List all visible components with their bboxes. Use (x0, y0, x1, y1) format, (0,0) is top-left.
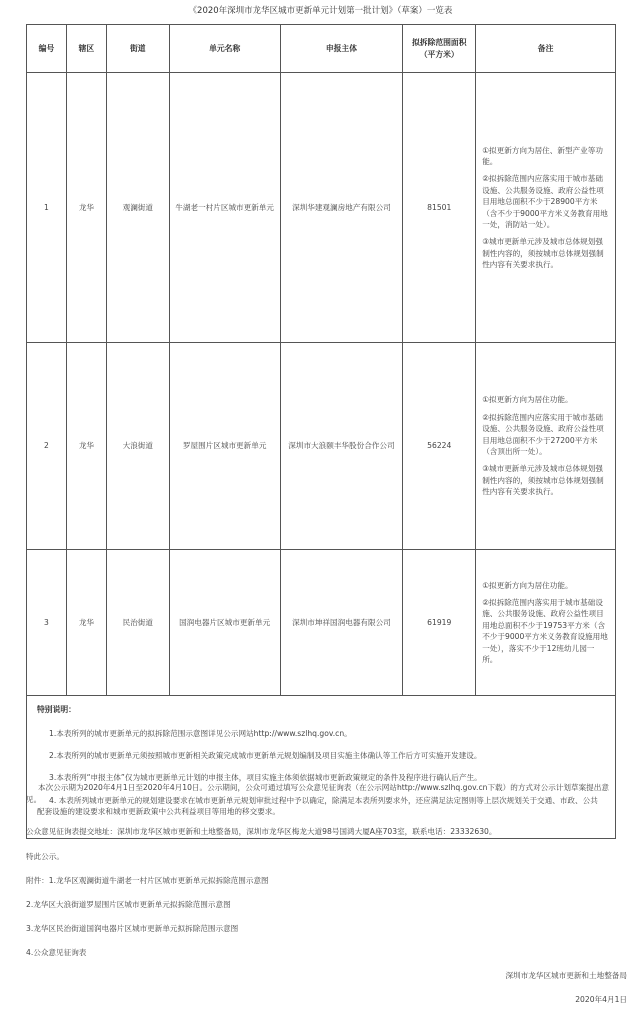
cell-applicant: 深圳市坤祥国润电器有限公司 (280, 550, 403, 696)
notice-paragraph-closing (26, 851, 618, 863)
remark-item: ③城市更新单元涉及城市总体规划强制性内容的，须按城市总体规划强制性内容有关要求执行。 (482, 464, 604, 497)
note-item: 2.本表所列的城市更新单元须按照城市更新相关政策完成城市更新单元规划编制及项目实施主体确认等工作后方可实施开发建设。 (49, 751, 482, 761)
cell-street: 大浪街道 (106, 343, 169, 550)
cell-unit-name: 国润电器片区城市更新单元 (169, 550, 280, 696)
cell-area: 81501 (403, 73, 476, 343)
remark-item: ①拟更新方向为居住功能。 (482, 580, 573, 590)
paragraph-text: 特此公示。 (26, 852, 64, 861)
cell-unit-name: 罗屋围片区城市更新单元 (169, 343, 280, 550)
header-area (403, 25, 476, 73)
cell-remark (476, 343, 616, 550)
note-item: 1.本表所列的城市更新单元的拟拆除范围示意图详见公示网站http://www.szlhq.gov.cn。 (49, 728, 352, 738)
attachment-item (26, 875, 618, 887)
cell-district: 龙华 (66, 73, 106, 343)
attachment-item (26, 899, 618, 911)
attachment-text: 2.龙华区大浪街道罗屋围片区城市更新单元拟拆除范围示意图 (26, 900, 231, 909)
remark-item: ③城市更新单元涉及城市总体规划强制性内容的，须按城市总体规划强制性内容有关要求执行。 (482, 237, 604, 270)
attachment-text: 3.龙华区民治街道国润电器片区城市更新单元拟拆除范围示意图 (26, 924, 239, 933)
cell-remark (476, 550, 616, 696)
cell-area: 61919 (403, 550, 476, 696)
remark-item: ②拟拆除范围内应落实用于城市基础设施、公共服务设施、政府公益性项目用地总面积不少于28900平方米（含不少于9000平方米义务教育用地一处，消防站一处）。 (482, 174, 608, 229)
attachment-item (26, 923, 618, 935)
remark-item: ①拟更新方向为居住、新型产业等功能。 (482, 145, 603, 166)
cell-district: 龙华 (66, 343, 106, 550)
document-title: 《2020年深圳市龙华区城市更新单元计划第一批计划》（草案）一览表 (188, 6, 453, 16)
note-item: 3.本表所列“申报主体”仅为城市更新单元计划的申报主体，项目实施主体须依据城市更新政策规定的条件及程序进行确认后产生。 (49, 773, 482, 783)
header-remark: 备注 (476, 25, 616, 73)
header-area-line2: （平方米） (419, 49, 459, 59)
notes-row (27, 696, 616, 839)
notice-paragraph-address (26, 826, 618, 838)
cell-no: 2 (27, 343, 67, 550)
special-notes (27, 696, 616, 839)
notice-paragraph-period (26, 782, 618, 806)
paragraph-text: 公众意见征询表提交地址：深圳市龙华区城市更新和土地整备局，深圳市龙华区梅龙大道98号国鸿大厦A座703室，联系电话：23332630。 (26, 827, 497, 836)
cell-applicant: 深圳华建观澜房地产有限公司 (280, 73, 403, 343)
cell-district: 龙华 (66, 550, 106, 696)
remark-item: ②拟拆除范围内落实用于城市基础设施、公共服务设施、政府公益性项目用地总面积不少于19753平方米（含不少于9000平方米义务教育设施用地一处），落实不少于12班幼儿园一所。 (482, 598, 608, 664)
cell-no: 3 (27, 550, 67, 696)
header-applicant: 申报主体 (280, 25, 403, 73)
cell-street: 民治街道 (106, 550, 169, 696)
paragraph-text: 本次公示期为2020年4月1日至2020年4月10日。公示期间，公众可通过填写公众意见征询表（在公示网站http://www.szlhq.gov.cn下载）的方式对公示计划草案提出意见。 (26, 783, 609, 804)
cell-unit-name: 牛湖老一村片区城市更新单元 (169, 73, 280, 343)
remark-item: ①拟更新方向为居住功能。 (482, 395, 573, 405)
renewal-plan-table (26, 24, 616, 839)
cell-no: 1 (27, 73, 67, 343)
header-area-line1: 拟拆除范围面积 (411, 37, 467, 47)
notes-title: 特别说明： (37, 705, 76, 714)
table-row (27, 73, 616, 343)
table-row (27, 343, 616, 550)
attachment-text: 附件：1.龙华区观澜街道牛湖老一村片区城市更新单元拟拆除范围示意图 (26, 876, 269, 885)
signature-org: 深圳市龙华区城市更新和土地整备局 (505, 971, 627, 980)
header-district: 辖区 (66, 25, 106, 73)
table-header-row (27, 25, 616, 73)
note-item: 4. 本表所列城市更新单元的规划建设要求在城市更新单元规划审批过程中予以确定，除满足本表所列要求外，还应满足法定图则等上层次规划关于交通、市政、公共配套设施的建设要求和城市更新政策中公共利益项目等用地的移交要求。 (37, 795, 598, 817)
attachment-item (26, 947, 618, 959)
table-row (27, 550, 616, 696)
header-street: 街道 (106, 25, 169, 73)
cell-applicant: 深圳市大浪颐丰华股份合作公司 (280, 343, 403, 550)
remark-item: ②拟拆除范围内应落实用于城市基础设施、公共服务设施、政府公益性项目用地总面积不少于27200平方米（含顶出所一处）。 (482, 412, 604, 456)
attachment-text: 4.公众意见征询表 (26, 948, 87, 957)
header-unit-name: 单元名称 (169, 25, 280, 73)
header-no: 编号 (27, 25, 67, 73)
cell-street: 观澜街道 (106, 73, 169, 343)
cell-remark (476, 73, 616, 343)
cell-area: 56224 (403, 343, 476, 550)
signature-date: 2020年4月1日 (575, 995, 627, 1004)
